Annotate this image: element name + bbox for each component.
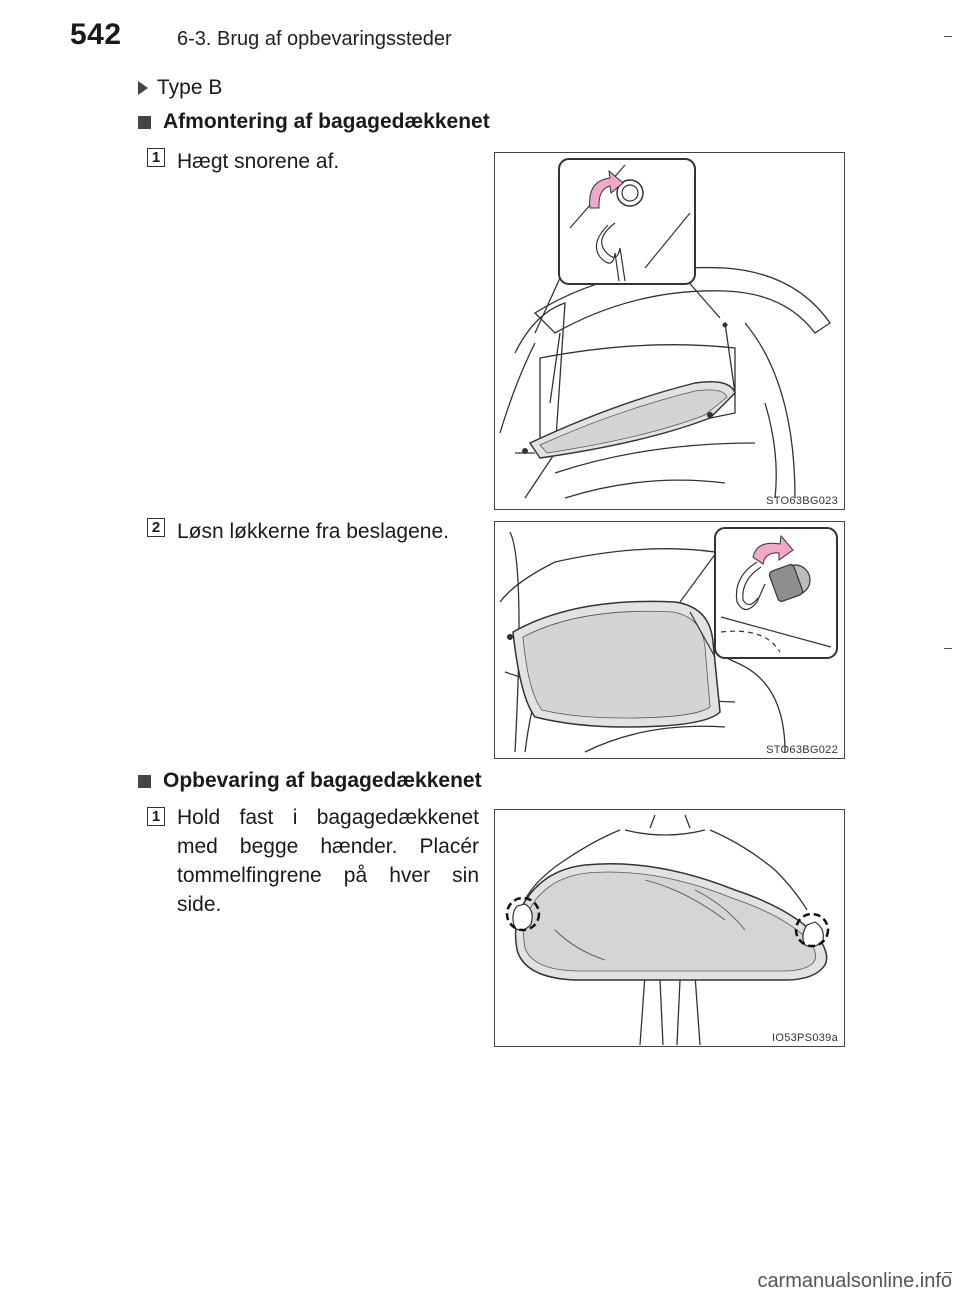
section-heading-text: Afmontering af bagagedækkenet bbox=[163, 110, 490, 133]
figure-code: STO63BG022 bbox=[766, 744, 838, 756]
step-number-badge: 1 bbox=[147, 807, 165, 826]
figure-hold-cover-illustration bbox=[495, 810, 843, 1045]
step-number-badge: 1 bbox=[147, 148, 165, 167]
square-bullet-icon bbox=[138, 775, 151, 788]
watermark: carmanualsonline.info bbox=[757, 1270, 952, 1292]
section-heading-remove bbox=[138, 110, 490, 134]
section-heading-store bbox=[138, 769, 482, 793]
crop-mark bbox=[944, 36, 952, 37]
figure-unhook-cords bbox=[494, 152, 845, 510]
figure-unhook-cords-illustration bbox=[495, 153, 843, 508]
crop-mark bbox=[944, 648, 952, 649]
triangle-bullet-icon bbox=[138, 81, 148, 95]
step-text: Løsn løkkerne fra beslagene. bbox=[177, 520, 449, 543]
page-number: 542 bbox=[70, 18, 122, 51]
step-text: Hægt snorene af. bbox=[177, 150, 340, 173]
figure-release-loops-illustration bbox=[495, 522, 843, 757]
figure-hold-cover bbox=[494, 809, 845, 1047]
square-bullet-icon bbox=[138, 116, 151, 129]
figure-release-loops bbox=[494, 521, 845, 759]
figure-code: STO63BG023 bbox=[766, 495, 838, 507]
step-text: Hold fast i bagagedækkenet med begge hænder. Placér tommelfingrene på hver sin side. bbox=[177, 806, 479, 916]
section-title: 6-3. Brug af opbevaringssteder bbox=[177, 28, 452, 50]
type-label bbox=[138, 76, 222, 100]
figure-code: IO53PS039a bbox=[772, 1032, 838, 1044]
type-label-text: Type B bbox=[157, 76, 223, 99]
section-heading-text: Opbevaring af bagagedækkenet bbox=[163, 769, 482, 792]
step-number-badge: 2 bbox=[147, 518, 165, 537]
